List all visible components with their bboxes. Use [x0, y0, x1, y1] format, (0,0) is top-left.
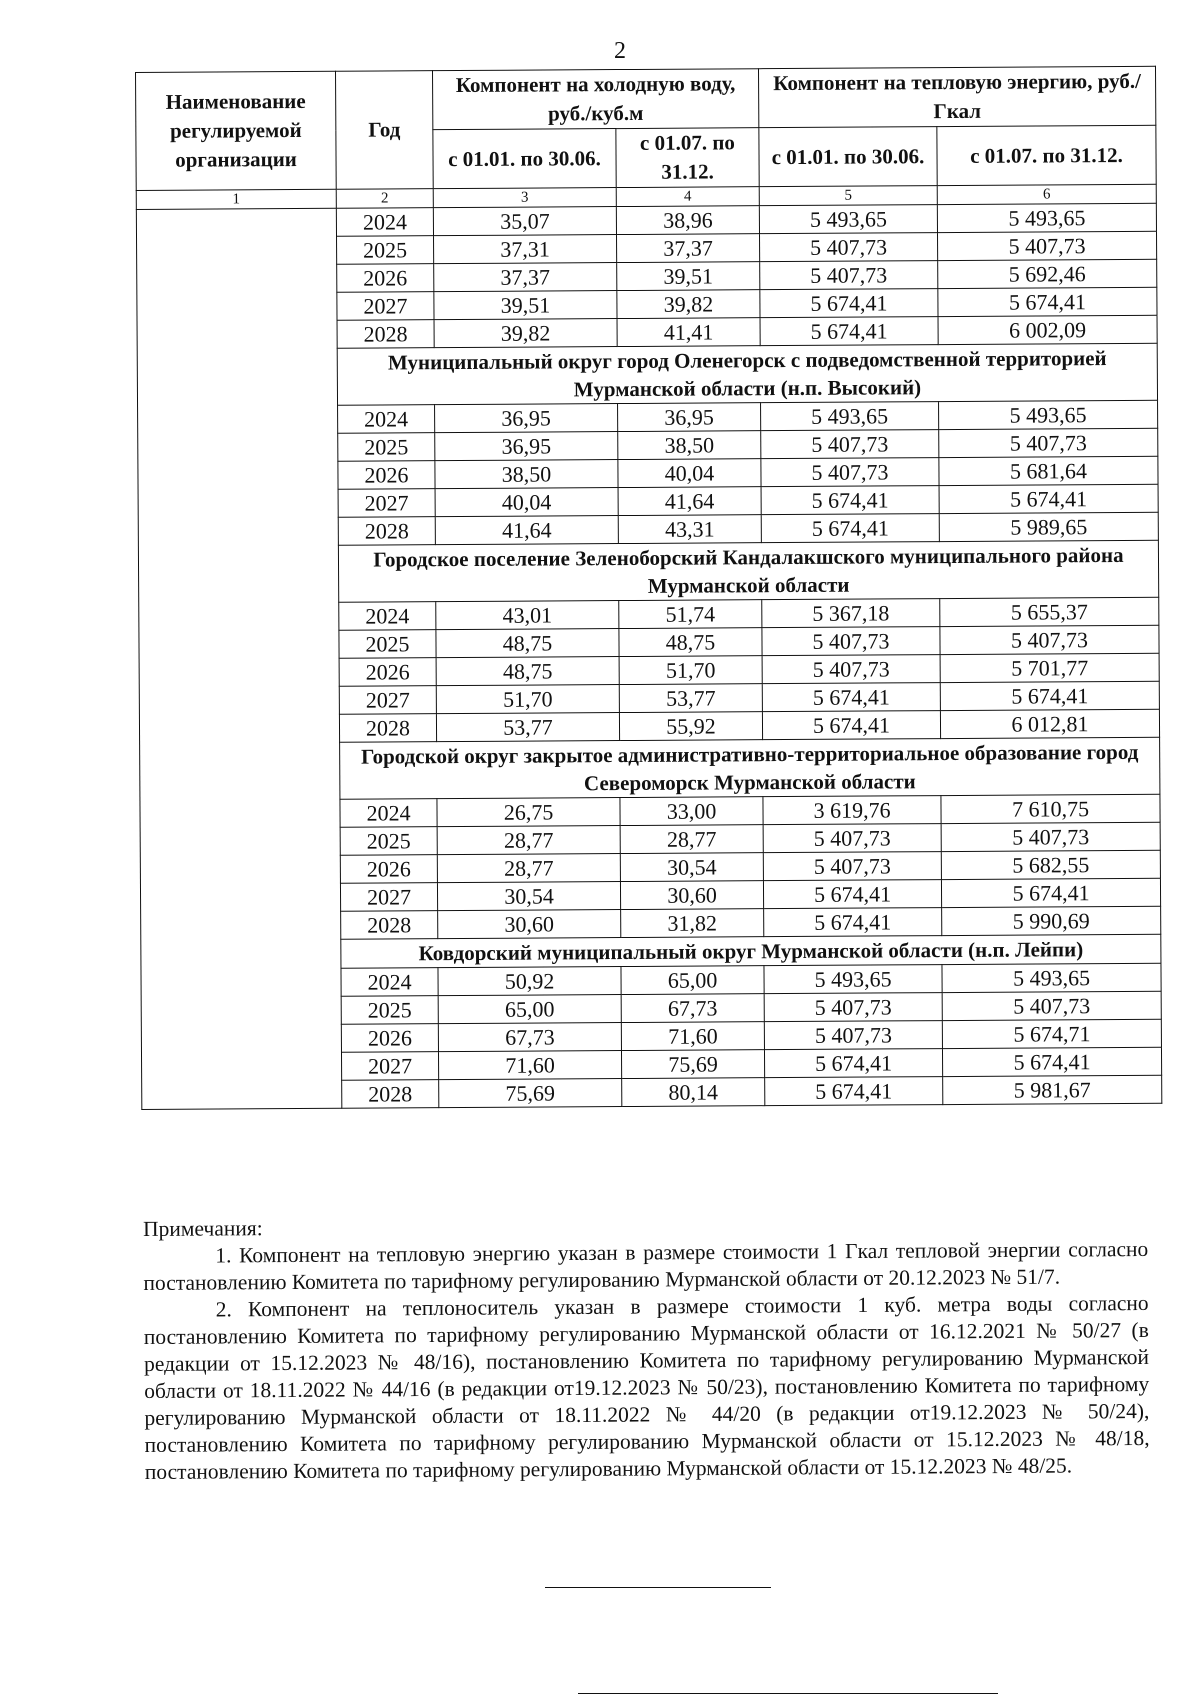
- value-cell: 65,00: [621, 966, 764, 995]
- value-cell: 41,41: [617, 318, 760, 347]
- value-cell: 38,50: [618, 431, 761, 460]
- year-cell: 2024: [338, 405, 435, 434]
- value-cell: 5 674,41: [939, 484, 1158, 513]
- value-cell: 5 493,65: [939, 400, 1158, 429]
- value-cell: 5 981,67: [943, 1075, 1162, 1104]
- notes-section: [143, 1209, 1150, 1486]
- value-cell: 31,82: [621, 909, 764, 938]
- value-cell: 5 407,73: [763, 824, 941, 853]
- value-cell: 5 674,41: [942, 1047, 1161, 1076]
- value-cell: 51,70: [619, 656, 762, 685]
- value-cell: 5 674,41: [760, 289, 938, 318]
- value-cell: 5 407,73: [764, 993, 942, 1022]
- value-cell: 6 002,09: [938, 315, 1157, 344]
- value-cell: 39,82: [617, 290, 760, 319]
- year-cell: 2027: [337, 292, 434, 321]
- value-cell: 5 674,41: [760, 317, 938, 346]
- group-title: Городское поселение Зеленоборский Кандалакшского муниципального района Мурманской области: [338, 540, 1158, 602]
- group-title: Городской округ закрытое административно-территориальное образование город Североморск Мурманской области: [340, 737, 1160, 799]
- value-cell: 43,31: [618, 515, 761, 544]
- value-cell: 5 989,65: [939, 512, 1158, 541]
- year-cell: 2028: [342, 1080, 439, 1109]
- column-number: 6: [937, 184, 1156, 204]
- year-cell: 2028: [337, 320, 434, 349]
- header-heat-period-2: с 01.07. по 31.12.: [937, 125, 1156, 185]
- value-cell: 5 674,71: [942, 1019, 1161, 1048]
- value-cell: 5 701,77: [940, 653, 1159, 682]
- year-cell: 2027: [341, 1052, 438, 1081]
- header-heat-period-1: с 01.01. по 30.06.: [759, 127, 937, 187]
- value-cell: 5 990,69: [942, 906, 1161, 935]
- year-cell: 2024: [340, 799, 437, 828]
- value-cell: 39,82: [434, 319, 617, 348]
- bottom-edge-rule: [578, 1693, 998, 1694]
- year-cell: 2028: [338, 517, 435, 546]
- header-heat: Компонент на тепловую энергию, руб./Гкал: [758, 66, 1155, 127]
- value-cell: 30,54: [620, 853, 763, 882]
- value-cell: 3 619,76: [763, 796, 941, 825]
- value-cell: 5 407,73: [762, 627, 940, 656]
- value-cell: 71,60: [621, 1022, 764, 1051]
- value-cell: 53,77: [436, 713, 619, 742]
- value-cell: 35,07: [433, 207, 616, 236]
- year-cell: 2026: [338, 461, 435, 490]
- value-cell: 36,95: [435, 432, 618, 461]
- value-cell: 40,04: [618, 459, 761, 488]
- tariff-table: [135, 66, 1162, 1110]
- year-cell: 2025: [341, 996, 438, 1025]
- value-cell: 5 655,37: [940, 597, 1159, 626]
- value-cell: 48,75: [619, 628, 762, 657]
- value-cell: 5 493,65: [761, 402, 939, 431]
- year-cell: 2028: [339, 714, 436, 743]
- value-cell: 5 674,41: [761, 486, 939, 515]
- value-cell: 5 407,73: [764, 1021, 942, 1050]
- year-cell: 2026: [337, 264, 434, 293]
- value-cell: 37,37: [434, 263, 617, 292]
- value-cell: 5 407,73: [762, 655, 940, 684]
- year-cell: 2025: [338, 433, 435, 462]
- value-cell: 41,64: [618, 487, 761, 516]
- notes-heading: Примечания:: [143, 1216, 263, 1241]
- year-cell: 2027: [340, 883, 437, 912]
- group-title: Ковдорский муниципальный округ Мурманской области (н.п. Лейпи): [341, 934, 1161, 968]
- value-cell: 37,37: [617, 234, 760, 263]
- value-cell: 30,60: [620, 881, 763, 910]
- value-cell: 5 407,73: [759, 233, 937, 262]
- value-cell: 5 681,64: [939, 456, 1158, 485]
- value-cell: 40,04: [435, 488, 618, 517]
- year-cell: 2025: [337, 236, 434, 265]
- value-cell: 80,14: [622, 1078, 765, 1107]
- value-cell: 5 407,73: [939, 428, 1158, 457]
- year-cell: 2025: [339, 630, 436, 659]
- value-cell: 7 610,75: [941, 794, 1160, 823]
- value-cell: 36,95: [618, 403, 761, 432]
- value-cell: 5 407,73: [942, 991, 1161, 1020]
- column-number: 1: [136, 189, 336, 209]
- value-cell: 5 674,41: [762, 683, 940, 712]
- value-cell: 36,95: [435, 404, 618, 433]
- value-cell: 6 012,81: [940, 709, 1159, 738]
- value-cell: 38,96: [616, 206, 759, 235]
- value-cell: 5 367,18: [762, 599, 940, 628]
- year-cell: 2027: [339, 686, 436, 715]
- value-cell: 5 493,65: [937, 203, 1156, 232]
- year-cell: 2024: [341, 968, 438, 997]
- org-name-cell: [136, 208, 341, 1109]
- header-cold-water: Компонент на холодную воду, руб./куб.м: [432, 69, 758, 130]
- value-cell: 5 674,41: [938, 287, 1157, 316]
- value-cell: 5 493,65: [942, 963, 1161, 992]
- year-cell: 2024: [336, 208, 433, 237]
- value-cell: 5 407,73: [937, 231, 1156, 260]
- value-cell: 5 674,41: [763, 880, 941, 909]
- header-org-name: Наименование регулируемой организации: [136, 71, 337, 190]
- value-cell: 55,92: [619, 712, 762, 741]
- value-cell: 51,70: [436, 685, 619, 714]
- year-cell: 2026: [339, 658, 436, 687]
- value-cell: 33,00: [620, 797, 763, 826]
- value-cell: 5 493,65: [759, 205, 937, 234]
- value-cell: 5 674,41: [941, 878, 1160, 907]
- value-cell: 28,77: [437, 854, 620, 883]
- value-cell: 5 407,73: [761, 430, 939, 459]
- year-cell: 2025: [340, 827, 437, 856]
- value-cell: 75,69: [439, 1079, 622, 1108]
- value-cell: 5 674,41: [761, 514, 939, 543]
- value-cell: 51,74: [619, 600, 762, 629]
- year-cell: 2026: [341, 1024, 438, 1053]
- note-item: 1. Компонент на тепловую энергию указан в размере стоимости 1 Гкал тепловой энергии согласно постановлению Комитета по тарифному регулированию Мурманской области от 20.12.2023 № 51/7.: [143, 1236, 1149, 1295]
- value-cell: 5 674,41: [764, 908, 942, 937]
- header-cold-water-period-2: с 01.07. по 31.12.: [616, 128, 759, 188]
- table-body: [136, 203, 1161, 1109]
- value-cell: 75,69: [621, 1050, 764, 1079]
- column-number: 4: [616, 187, 759, 207]
- value-cell: 50,92: [438, 967, 621, 996]
- value-cell: 39,51: [617, 262, 760, 291]
- year-cell: 2027: [338, 489, 435, 518]
- value-cell: 53,77: [619, 684, 762, 713]
- year-cell: 2024: [339, 602, 436, 631]
- value-cell: 28,77: [620, 825, 763, 854]
- year-cell: 2028: [341, 911, 438, 940]
- value-cell: 5 674,41: [765, 1077, 943, 1106]
- value-cell: 5 407,73: [763, 852, 941, 881]
- value-cell: 67,73: [438, 1023, 621, 1052]
- column-number: 2: [336, 189, 433, 209]
- value-cell: 5 674,41: [940, 681, 1159, 710]
- value-cell: 5 493,65: [764, 965, 942, 994]
- value-cell: 43,01: [436, 601, 619, 630]
- value-cell: 39,51: [434, 291, 617, 320]
- header-cold-water-period-1: с 01.01. по 30.06.: [433, 129, 616, 189]
- value-cell: 38,50: [435, 460, 618, 489]
- value-cell: 41,64: [435, 516, 618, 545]
- value-cell: 71,60: [438, 1051, 621, 1080]
- page-number: 2: [614, 38, 626, 64]
- value-cell: 5 674,41: [764, 1049, 942, 1078]
- value-cell: 30,60: [438, 910, 621, 939]
- group-title: Муниципальный округ город Оленегорск с подведомственной территорией Мурманской области (н.п. Высокий): [337, 343, 1157, 405]
- value-cell: 26,75: [437, 798, 620, 827]
- value-cell: 48,75: [436, 629, 619, 658]
- value-cell: 37,31: [434, 235, 617, 264]
- value-cell: 5 674,41: [762, 711, 940, 740]
- value-cell: 5 407,73: [761, 458, 939, 487]
- column-number: 5: [759, 186, 937, 206]
- header-year: Год: [335, 71, 433, 190]
- year-cell: 2026: [340, 855, 437, 884]
- value-cell: 5 682,55: [941, 850, 1160, 879]
- value-cell: 5 407,73: [941, 822, 1160, 851]
- value-cell: 65,00: [438, 995, 621, 1024]
- value-cell: 48,75: [436, 657, 619, 686]
- value-cell: 67,73: [621, 994, 764, 1023]
- value-cell: 5 407,73: [940, 625, 1159, 654]
- column-number: 3: [433, 188, 616, 208]
- end-rule: [545, 1587, 771, 1588]
- value-cell: 5 692,46: [938, 259, 1157, 288]
- value-cell: 28,77: [437, 826, 620, 855]
- note-item: 2. Компонент на теплоноситель указан в размере стоимости 1 куб. метра воды согласно постановлению Комитета по тарифному регулированию Мурманской области от 16.12.2021 № 50/27 (в редакции от 15.12.2023 № 48/16), постановлению Комитета по тарифному регулированию Мурманской области от 18.11.2022 № 44/16 (в редакции от19.12.2023 № 50/23), постановлению Комитета по тарифному регулированию Мурманской области от 18.11.2022 № 44/20 (в редакции от19.12.2023 № 50/24), постановлению Комитета по тарифному регулированию Мурманской области от 15.12.2023 № 48/18, постановлению Комитета по тарифному регулированию Мурманской области от 15.12.2023 № 48/25.: [143, 1290, 1150, 1484]
- value-cell: 5 407,73: [760, 261, 938, 290]
- value-cell: 30,54: [437, 882, 620, 911]
